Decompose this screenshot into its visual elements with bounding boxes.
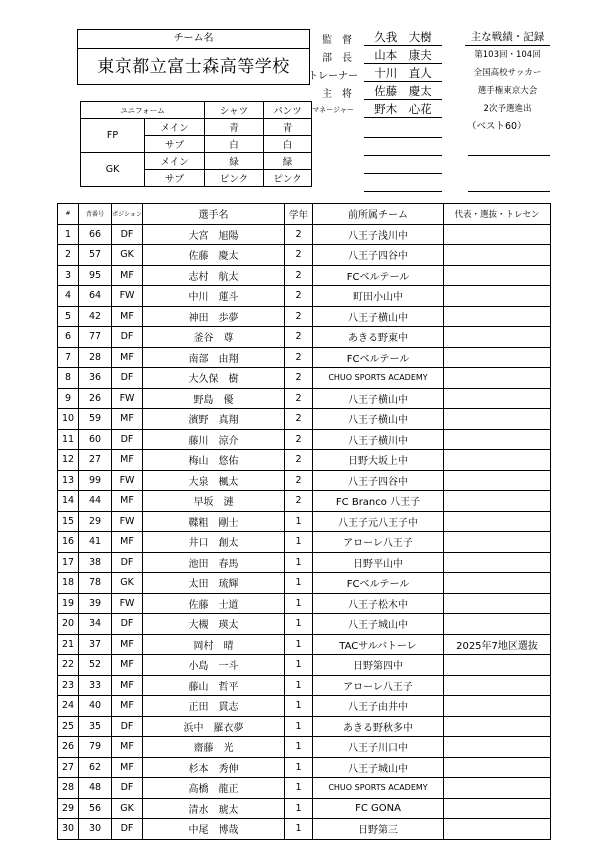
player-name: 太田 琉輝 xyxy=(143,573,285,594)
grade: 1 xyxy=(285,798,313,819)
records-title: 主な戦績・記録 xyxy=(465,29,550,46)
player-name: 中川 蓮斗 xyxy=(143,286,285,307)
shirt-number: 26 xyxy=(79,388,112,409)
table-row xyxy=(58,634,551,655)
staff-name-captain: 佐藤 慶太 xyxy=(364,83,442,100)
row-number: 4 xyxy=(58,286,79,307)
grade: 2 xyxy=(285,450,313,471)
previous-team: 日野第四中 xyxy=(313,655,444,676)
position: DF xyxy=(112,778,143,799)
previous-team: 日野大坂上中 xyxy=(313,450,444,471)
row-number: 30 xyxy=(58,819,79,840)
row-number: 17 xyxy=(58,552,79,573)
representative xyxy=(444,757,551,778)
previous-team: CHUO SPORTS ACADEMY xyxy=(313,778,444,799)
player-name: 野島 優 xyxy=(143,388,285,409)
player-name: 杉本 秀伸 xyxy=(143,757,285,778)
position: FW xyxy=(112,388,143,409)
representative xyxy=(444,429,551,450)
shirt-number: 30 xyxy=(79,819,112,840)
table-row xyxy=(58,819,551,840)
player-name: 南部 由翔 xyxy=(143,347,285,368)
table-row xyxy=(58,552,551,573)
roster-body xyxy=(58,224,551,839)
row-number: 20 xyxy=(58,614,79,635)
uniform-row xyxy=(81,119,312,136)
player-name: 大久保 樹 xyxy=(143,368,285,389)
representative xyxy=(444,470,551,491)
previous-team: 八王子横山中 xyxy=(313,306,444,327)
shirt-number: 57 xyxy=(79,245,112,266)
staff-name-manager: 野木 心花 xyxy=(364,101,442,118)
grade: 1 xyxy=(285,634,313,655)
player-name: 濱野 真翔 xyxy=(143,409,285,430)
previous-team: 八王子松木中 xyxy=(313,593,444,614)
table-row xyxy=(58,327,551,348)
staff-role-trainer: トレーナー xyxy=(308,71,358,82)
row-number: 5 xyxy=(58,306,79,327)
row-number: 7 xyxy=(58,347,79,368)
row-number: 2 xyxy=(58,245,79,266)
player-name: 齋藤 光 xyxy=(143,737,285,758)
player-name: 大宮 旭陽 xyxy=(143,224,285,245)
staff-name-coach: 久我 大樹 xyxy=(364,29,442,46)
row-number: 13 xyxy=(58,470,79,491)
staff-blank-line xyxy=(364,190,442,192)
representative xyxy=(444,306,551,327)
uniform-type: メイン xyxy=(145,119,205,136)
staff-role-coach: 監 督 xyxy=(322,35,352,46)
table-row xyxy=(58,737,551,758)
position: GK xyxy=(112,245,143,266)
representative xyxy=(444,532,551,553)
shirt-number: 38 xyxy=(79,552,112,573)
previous-team: 八王子横山中 xyxy=(313,388,444,409)
roster-header-row xyxy=(58,204,551,225)
grade: 1 xyxy=(285,532,313,553)
table-row xyxy=(58,511,551,532)
player-name: 志村 航太 xyxy=(143,265,285,286)
uniform-shirt: ピンク xyxy=(205,170,264,187)
table-row xyxy=(58,306,551,327)
table-row xyxy=(58,593,551,614)
previous-team: FC GONA xyxy=(313,798,444,819)
position: DF xyxy=(112,614,143,635)
grade: 1 xyxy=(285,757,313,778)
row-number: 15 xyxy=(58,511,79,532)
representative xyxy=(444,491,551,512)
player-name: 釜谷 尊 xyxy=(143,327,285,348)
table-row xyxy=(58,265,551,286)
shirt-number: 52 xyxy=(79,655,112,676)
row-number: 21 xyxy=(58,634,79,655)
shirt-number: 41 xyxy=(79,532,112,553)
player-name: 佐藤 士道 xyxy=(143,593,285,614)
previous-team: 八王子元八王子中 xyxy=(313,511,444,532)
representative xyxy=(444,511,551,532)
previous-team: FCベルテール xyxy=(313,265,444,286)
representative xyxy=(444,655,551,676)
grade: 1 xyxy=(285,573,313,594)
position: MF xyxy=(112,696,143,717)
shirt-number: 79 xyxy=(79,737,112,758)
shirt-number: 40 xyxy=(79,696,112,717)
previous-team: 八王子城山中 xyxy=(313,614,444,635)
representative xyxy=(444,614,551,635)
table-row xyxy=(58,716,551,737)
grade: 2 xyxy=(285,286,313,307)
records-line: （ベスト60） xyxy=(467,121,527,132)
player-name: 藤川 涼介 xyxy=(143,429,285,450)
position: MF xyxy=(112,757,143,778)
player-name: 藤山 哲平 xyxy=(143,675,285,696)
table-row xyxy=(58,470,551,491)
previous-team: あきる野秋多中 xyxy=(313,716,444,737)
row-number: 9 xyxy=(58,388,79,409)
row-number: 10 xyxy=(58,409,79,430)
representative xyxy=(444,327,551,348)
grade: 1 xyxy=(285,716,313,737)
row-number: 18 xyxy=(58,573,79,594)
position: DF xyxy=(112,552,143,573)
uniform-group: FP xyxy=(81,119,145,153)
previous-team: アローレ八王子 xyxy=(313,675,444,696)
grade: 1 xyxy=(285,511,313,532)
table-row xyxy=(58,798,551,819)
shirt-number: 34 xyxy=(79,614,112,635)
grade: 1 xyxy=(285,819,313,840)
records-blank-line xyxy=(468,154,550,156)
previous-team: FCベルテール xyxy=(313,347,444,368)
row-number: 11 xyxy=(58,429,79,450)
position: FW xyxy=(112,593,143,614)
row-number: 24 xyxy=(58,696,79,717)
representative xyxy=(444,224,551,245)
position: DF xyxy=(112,819,143,840)
representative: 2025年7地区選抜 xyxy=(444,634,551,655)
position: MF xyxy=(112,532,143,553)
row-number: 23 xyxy=(58,675,79,696)
staff-blank-line xyxy=(364,172,442,174)
previous-team: 日野平山中 xyxy=(313,552,444,573)
previous-team: アローレ八王子 xyxy=(313,532,444,553)
representative xyxy=(444,819,551,840)
shirt-number: 33 xyxy=(79,675,112,696)
player-name: 浜中 羅衣夢 xyxy=(143,716,285,737)
table-row xyxy=(58,696,551,717)
staff-blank-line xyxy=(364,154,442,156)
position: MF xyxy=(112,675,143,696)
row-number: 16 xyxy=(58,532,79,553)
previous-team: TACサルバトーレ xyxy=(313,634,444,655)
records-blank-line xyxy=(468,190,550,192)
previous-team: CHUO SPORTS ACADEMY xyxy=(313,368,444,389)
grade: 2 xyxy=(285,491,313,512)
grade: 1 xyxy=(285,675,313,696)
header-number: # xyxy=(58,204,79,225)
shirt-number: 42 xyxy=(79,306,112,327)
shirt-number: 27 xyxy=(79,450,112,471)
table-row xyxy=(58,655,551,676)
representative xyxy=(444,696,551,717)
previous-team: 八王子横川中 xyxy=(313,429,444,450)
previous-team: 日野第三 xyxy=(313,819,444,840)
header-player-name: 選手名 xyxy=(143,204,285,225)
grade: 1 xyxy=(285,778,313,799)
header-shirt-number: 背番号 xyxy=(79,204,112,225)
table-row xyxy=(58,757,551,778)
previous-team: FCベルテール xyxy=(313,573,444,594)
staff-name-trainer: 十川 直人 xyxy=(364,65,442,82)
uniform-shirt: 緑 xyxy=(205,153,264,170)
representative xyxy=(444,409,551,430)
uniform-type: メイン xyxy=(145,153,205,170)
position: MF xyxy=(112,737,143,758)
shirt-number: 48 xyxy=(79,778,112,799)
previous-team: 八王子由井中 xyxy=(313,696,444,717)
staff-role-manager: マネージャー xyxy=(312,106,354,114)
position: DF xyxy=(112,716,143,737)
table-row xyxy=(58,450,551,471)
player-name: 早坂 漣 xyxy=(143,491,285,512)
position: MF xyxy=(112,491,143,512)
row-number: 6 xyxy=(58,327,79,348)
shirt-number: 39 xyxy=(79,593,112,614)
row-number: 14 xyxy=(58,491,79,512)
records-line: 2次予選進出 xyxy=(483,104,532,114)
previous-team: あきる野東中 xyxy=(313,327,444,348)
previous-team: FC Branco 八王子 xyxy=(313,491,444,512)
representative xyxy=(444,388,551,409)
row-number: 8 xyxy=(58,368,79,389)
player-name: 井口 創太 xyxy=(143,532,285,553)
grade: 1 xyxy=(285,655,313,676)
position: MF xyxy=(112,634,143,655)
representative xyxy=(444,593,551,614)
position: GK xyxy=(112,573,143,594)
records-line: 第103回・104回 xyxy=(474,50,541,60)
uniform-pants: 緑 xyxy=(264,153,312,170)
previous-team: 八王子川口中 xyxy=(313,737,444,758)
row-number: 22 xyxy=(58,655,79,676)
player-name: 岡村 晴 xyxy=(143,634,285,655)
row-number: 3 xyxy=(58,265,79,286)
player-name: 清水 琥太 xyxy=(143,798,285,819)
player-name: 佐藤 慶太 xyxy=(143,245,285,266)
header-grade: 学年 xyxy=(285,204,313,225)
row-number: 1 xyxy=(58,224,79,245)
grade: 2 xyxy=(285,327,313,348)
grade: 2 xyxy=(285,245,313,266)
uniform-pants: 青 xyxy=(264,119,312,136)
position: DF xyxy=(112,429,143,450)
representative xyxy=(444,265,551,286)
uniform-table xyxy=(80,101,312,187)
table-row xyxy=(58,388,551,409)
representative xyxy=(444,737,551,758)
representative xyxy=(444,450,551,471)
roster-table xyxy=(57,203,551,840)
grade: 2 xyxy=(285,306,313,327)
grade: 1 xyxy=(285,614,313,635)
player-name: 神田 歩夢 xyxy=(143,306,285,327)
team-name: 東京都立富士森高等学校 xyxy=(97,57,290,77)
uniform-pants: ピンク xyxy=(264,170,312,187)
row-number: 25 xyxy=(58,716,79,737)
player-name: 正田 貫志 xyxy=(143,696,285,717)
table-row xyxy=(58,224,551,245)
staff-blank-line xyxy=(364,136,442,138)
grade: 1 xyxy=(285,552,313,573)
row-number: 28 xyxy=(58,778,79,799)
pants-header: パンツ xyxy=(264,102,312,119)
uniform-shirt: 白 xyxy=(205,136,264,153)
position: GK xyxy=(112,798,143,819)
player-name: 小島 一斗 xyxy=(143,655,285,676)
player-name: 梅山 悠佑 xyxy=(143,450,285,471)
shirt-number: 28 xyxy=(79,347,112,368)
shirt-number: 44 xyxy=(79,491,112,512)
representative xyxy=(444,245,551,266)
shirt-number: 37 xyxy=(79,634,112,655)
uniform-type: サブ xyxy=(145,136,205,153)
shirt-number: 99 xyxy=(79,470,112,491)
position: FW xyxy=(112,470,143,491)
table-row xyxy=(58,409,551,430)
position: FW xyxy=(112,286,143,307)
player-name: 高橋 龍正 xyxy=(143,778,285,799)
position: MF xyxy=(112,409,143,430)
shirt-number: 78 xyxy=(79,573,112,594)
player-name: 鞢粗 剛士 xyxy=(143,511,285,532)
position: DF xyxy=(112,224,143,245)
representative xyxy=(444,286,551,307)
uniform-row xyxy=(81,153,312,170)
row-number: 29 xyxy=(58,798,79,819)
player-name: 池田 春馬 xyxy=(143,552,285,573)
records-line: 選手権東京大会 xyxy=(477,86,538,96)
header-previous-team: 前所属チーム xyxy=(313,204,444,225)
staff-role-director: 部 長 xyxy=(322,53,352,64)
position: MF xyxy=(112,306,143,327)
grade: 2 xyxy=(285,470,313,491)
position: MF xyxy=(112,347,143,368)
header-position: ポジション xyxy=(112,204,143,225)
uniform-header-row xyxy=(81,102,312,119)
position: MF xyxy=(112,655,143,676)
representative xyxy=(444,675,551,696)
shirt-number: 62 xyxy=(79,757,112,778)
grade: 2 xyxy=(285,409,313,430)
player-name: 大槻 瑛太 xyxy=(143,614,285,635)
shirt-number: 77 xyxy=(79,327,112,348)
previous-team: 八王子城山中 xyxy=(313,757,444,778)
row-number: 26 xyxy=(58,737,79,758)
shirt-number: 95 xyxy=(79,265,112,286)
shirt-number: 56 xyxy=(79,798,112,819)
position: FW xyxy=(112,511,143,532)
table-row xyxy=(58,491,551,512)
shirt-header: シャツ xyxy=(205,102,264,119)
grade: 2 xyxy=(285,224,313,245)
grade: 2 xyxy=(285,429,313,450)
representative xyxy=(444,716,551,737)
previous-team: 町田小山中 xyxy=(313,286,444,307)
uniform-header: ユニフォーム xyxy=(81,102,205,119)
header-representative: 代表・選抜・トレセン xyxy=(444,204,551,225)
table-row xyxy=(58,614,551,635)
records-line: 全国高校サッカー xyxy=(473,68,542,78)
grade: 2 xyxy=(285,265,313,286)
staff-name-director: 山本 康夫 xyxy=(364,47,442,64)
representative xyxy=(444,573,551,594)
table-row xyxy=(58,245,551,266)
table-row xyxy=(58,286,551,307)
team-name-label: チーム名 xyxy=(78,30,309,49)
shirt-number: 59 xyxy=(79,409,112,430)
previous-team: 八王子四谷中 xyxy=(313,470,444,491)
previous-team: 八王子浅川中 xyxy=(313,224,444,245)
representative xyxy=(444,347,551,368)
table-row xyxy=(58,573,551,594)
position: DF xyxy=(112,327,143,348)
player-name: 大泉 楓太 xyxy=(143,470,285,491)
table-row xyxy=(58,532,551,553)
shirt-number: 64 xyxy=(79,286,112,307)
player-name: 中尾 博哉 xyxy=(143,819,285,840)
previous-team: 八王子横山中 xyxy=(313,409,444,430)
grade: 1 xyxy=(285,696,313,717)
table-row xyxy=(58,429,551,450)
table-row xyxy=(58,368,551,389)
row-number: 19 xyxy=(58,593,79,614)
shirt-number: 66 xyxy=(79,224,112,245)
representative xyxy=(444,798,551,819)
representative xyxy=(444,778,551,799)
staff-role-captain: 主 将 xyxy=(322,89,352,100)
position: DF xyxy=(112,368,143,389)
uniform-group: GK xyxy=(81,153,145,187)
position: MF xyxy=(112,450,143,471)
shirt-number: 29 xyxy=(79,511,112,532)
table-row xyxy=(58,778,551,799)
grade: 2 xyxy=(285,347,313,368)
grade: 1 xyxy=(285,737,313,758)
representative xyxy=(444,368,551,389)
position: MF xyxy=(112,265,143,286)
previous-team: 八王子四谷中 xyxy=(313,245,444,266)
uniform-pants: 白 xyxy=(264,136,312,153)
shirt-number: 36 xyxy=(79,368,112,389)
shirt-number: 60 xyxy=(79,429,112,450)
grade: 2 xyxy=(285,368,313,389)
shirt-number: 35 xyxy=(79,716,112,737)
table-row xyxy=(58,675,551,696)
grade: 2 xyxy=(285,388,313,409)
uniform-type: サブ xyxy=(145,170,205,187)
uniform-shirt: 青 xyxy=(205,119,264,136)
grade: 1 xyxy=(285,593,313,614)
row-number: 12 xyxy=(58,450,79,471)
representative xyxy=(444,552,551,573)
row-number: 27 xyxy=(58,757,79,778)
table-row xyxy=(58,347,551,368)
team-name-box xyxy=(77,29,310,85)
